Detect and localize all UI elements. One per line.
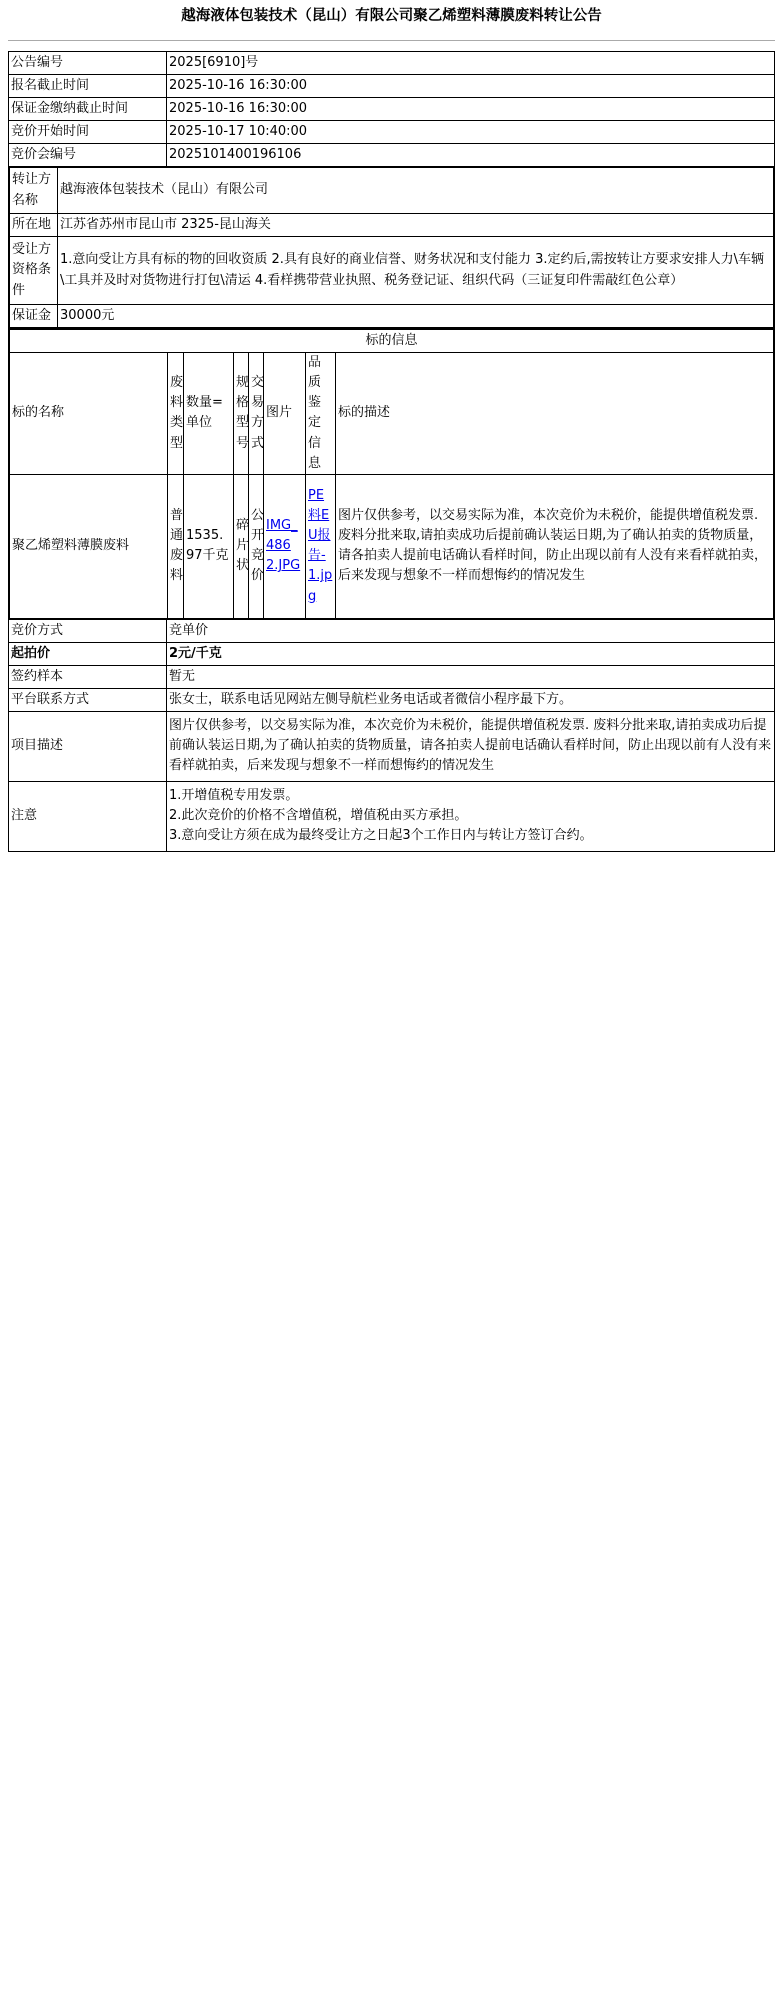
row-bid-method <box>9 619 775 642</box>
bid-method-label: 竞价方式 <box>9 619 167 642</box>
row-transferor-name <box>10 168 774 214</box>
bid-method-value: 竞单价 <box>167 619 775 642</box>
header-trade-mode: 交易方式 <box>249 353 264 475</box>
notice-no-value: 2025[6910]号 <box>167 52 775 75</box>
lot-spec: 碎片状 <box>234 474 249 618</box>
note-item: 3.意向受让方须在成为最终受让方之日起3个工作日内与转让方签订合约。 <box>169 828 593 844</box>
row-deposit-deadline <box>9 98 775 121</box>
deposit-deadline-label: 保证金缴纳截止时间 <box>9 98 167 121</box>
qualification-label: 受让方资格条件 <box>10 237 58 305</box>
lot-section <box>9 329 775 620</box>
header-qty-unit: 数量=单位 <box>184 353 234 475</box>
notes-label: 注意 <box>9 781 167 851</box>
lot-image-cell <box>264 474 306 618</box>
notes-value <box>167 781 775 851</box>
header-quality: 品质鉴定信息 <box>306 353 336 475</box>
lot-desc: 图片仅供参考，以交易实际为准，本次竞价为未税价，能提供增值税发票. 废料分批来取,请拍卖成功后提前确认装运日期,为了确认拍卖的货物质量，请各拍卖人提前电话确认看样时间，防止出现以前有人没有来看样就拍卖，后来发现与想象不一样而想悔约的情况发生 <box>336 474 774 618</box>
reg-deadline-label: 报名截止时间 <box>9 75 167 98</box>
contact-label: 平台联系方式 <box>9 688 167 711</box>
deposit-value: 30000元 <box>58 305 774 328</box>
header-name: 标的名称 <box>10 353 168 475</box>
session-no-label: 竞价会编号 <box>9 144 167 167</box>
bid-start-value: 2025-10-17 10:40:00 <box>167 121 775 144</box>
qualification-value: 1.意向受让方具有标的物的回收资质 2.具有良好的商业信誉、财务状况和支付能力 3.定约后,需按转让方要求安排人力\车辆\工具并及时对货物进行打包\清运 4.看样携带营业执照、税务登记证、组织代码（三证复印件需敲红色公章） <box>58 237 774 305</box>
project-desc-value: 图片仅供参考，以交易实际为准，本次竞价为未税价，能提供增值税发票. 废料分批来取,请拍卖成功后提前确认装运日期,为了确认拍卖的货物质量，请各拍卖人提前电话确认看样时间，防止出现以前有人没有来看样就拍卖，后来发现与想象不一样而想悔约的情况发生 <box>167 711 775 781</box>
bid-start-label: 竞价开始时间 <box>9 121 167 144</box>
sample-label: 签约样本 <box>9 665 167 688</box>
lot-header-row <box>10 353 774 475</box>
row-contact <box>9 688 775 711</box>
start-price-label: 起拍价 <box>9 642 167 665</box>
title-divider <box>8 40 775 41</box>
transferor-section <box>9 167 775 329</box>
row-project-desc <box>9 711 775 781</box>
lot-section-title: 标的信息 <box>10 330 774 353</box>
row-location <box>10 214 774 237</box>
deposit-deadline-value: 2025-10-16 16:30:00 <box>167 98 775 121</box>
row-notice-no <box>9 52 775 75</box>
header-spec: 规格型号 <box>234 353 249 475</box>
start-price-value: 2元/千克 <box>167 642 775 665</box>
location-label: 所在地 <box>10 214 58 237</box>
transferor-name-value: 越海液体包装技术（昆山）有限公司 <box>58 168 774 214</box>
sample-value: 暂无 <box>167 665 775 688</box>
lot-qty-unit: 1535.97千克 <box>184 474 234 618</box>
contact-value: 张女士，联系电话见网站左侧导航栏业务电话或者微信小程序最下方。 <box>167 688 775 711</box>
header-desc: 标的描述 <box>336 353 774 475</box>
project-desc-label: 项目描述 <box>9 711 167 781</box>
announcement-table <box>8 51 775 852</box>
header-image: 图片 <box>264 353 306 475</box>
row-notes <box>9 781 775 851</box>
transferor-name-label: 转让方名称 <box>10 168 58 214</box>
header-waste-type: 废料类型 <box>168 353 184 475</box>
lot-name: 聚乙烯塑料薄膜废料 <box>10 474 168 618</box>
row-session-no <box>9 144 775 167</box>
lot-image-link[interactable]: IMG_4862.JPG <box>266 518 301 574</box>
row-reg-deadline <box>9 75 775 98</box>
row-qualification <box>10 237 774 305</box>
notice-no-label: 公告编号 <box>9 52 167 75</box>
row-deposit <box>10 305 774 328</box>
lot-quality-cell <box>306 474 336 618</box>
announcement-page <box>8 0 775 852</box>
row-bid-start <box>9 121 775 144</box>
lot-table <box>9 329 774 619</box>
reg-deadline-value: 2025-10-16 16:30:00 <box>167 75 775 98</box>
session-no-value: 2025101400196106 <box>167 144 775 167</box>
lot-quality-link[interactable]: PE料EU报告-1.jpg <box>308 487 333 604</box>
transferor-table <box>9 167 774 328</box>
lot-data-row <box>10 474 774 618</box>
note-item: 1.开增值税专用发票。 <box>169 788 299 804</box>
deposit-label: 保证金 <box>10 305 58 328</box>
lot-trade-mode: 公开竞价 <box>249 474 264 618</box>
row-start-price <box>9 642 775 665</box>
location-value: 江苏省苏州市昆山市 2325-昆山海关 <box>58 214 774 237</box>
page-title: 越海液体包装技术（昆山）有限公司聚乙烯塑料薄膜废料转让公告 <box>181 8 602 24</box>
lot-waste-type: 普通废料 <box>168 474 184 618</box>
row-sample <box>9 665 775 688</box>
note-item: 2.此次竞价的价格不含增值税，增值税由买方承担。 <box>169 808 468 824</box>
